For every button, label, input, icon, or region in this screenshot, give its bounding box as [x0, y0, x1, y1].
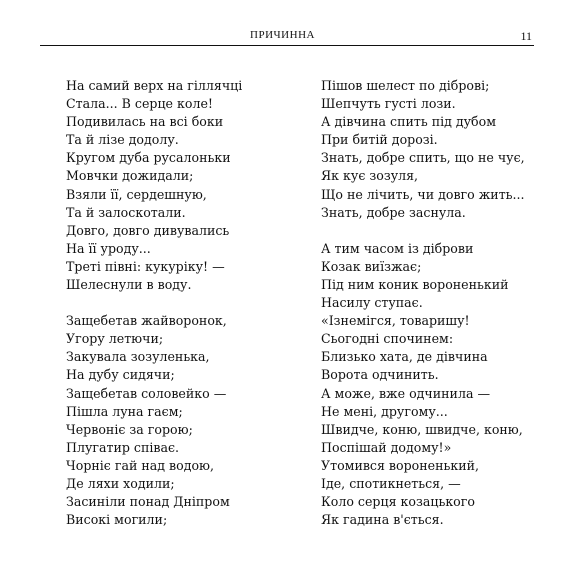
verse-line: На самий верх на гіллячці [66, 78, 243, 93]
verse-line: Стала... В серце коле! [66, 96, 213, 112]
verse-line: Сьогодні спочинем: [321, 331, 454, 347]
verse-line: Не мені, другому... [321, 403, 448, 419]
verse-line: Червоніє за горою; [66, 421, 193, 437]
verse-line: Як гадина в'ється. [321, 512, 444, 528]
verse-line: Плугатир співає. [66, 439, 180, 455]
verse-line: При битій дорозі. [321, 132, 438, 148]
stanza [321, 240, 541, 530]
verse-line: А дівчина спить під дубом [321, 114, 497, 130]
verse-line: Закувала зозуленька, [66, 349, 210, 365]
verse-line: А тим часом із діброви [321, 240, 474, 256]
verse-line: Чорніє гай над водою, [66, 457, 214, 473]
verse-line: Поспішай додому!» [321, 439, 452, 455]
running-header-title: ПРИЧИННА [250, 29, 315, 41]
verse-line: На її уроду... [66, 240, 151, 256]
verse-line: Та й лізе додолу. [66, 132, 179, 148]
verse-line: Під ним коник вороненький [321, 276, 509, 292]
verse-line: Що не лічить, чи довго жить... [321, 186, 525, 202]
verse-line: Ворота одчинить. [321, 367, 439, 383]
verse-line: На дубу сидячи; [66, 367, 175, 383]
verse-line: Шепчуть густі лози. [321, 96, 456, 112]
verse-line: Защебетав соловейко — [66, 385, 227, 401]
verse-line: Треті півні: кукуріку! — [66, 258, 225, 274]
verse-line: Мовчки дожидали; [66, 168, 194, 184]
verse-line: Близько хата, де дівчина [321, 349, 488, 365]
verse-line: Козак виїзжає; [321, 258, 422, 274]
verse-line: Як кує зозуля, [321, 168, 419, 184]
verse-line: Насилу ступає. [321, 295, 423, 311]
page-number: 11 [520, 29, 532, 43]
verse-line: Коло серця козацького [321, 494, 475, 510]
verse-line: Угору летючи; [66, 331, 164, 347]
verse-line: Взяли її, сердешную, [66, 186, 207, 202]
verse-line: Пішла луна гаєм; [66, 403, 183, 419]
verse-line: «Ізнемігся, товаришу! [321, 313, 470, 329]
verse-line: Подивилась на всі боки [66, 114, 224, 130]
verse-line: Високі могили; [66, 512, 168, 528]
verse-line: Швидче, коню, швидче, коню, [321, 421, 523, 437]
verse-line: Де ляхи ходили; [66, 475, 175, 491]
poem-column-right [321, 77, 541, 547]
verse-line: Іде, спотикнеться, — [321, 475, 461, 491]
verse-line: Та й залоскотали. [66, 204, 186, 220]
verse-line: Знать, добре спить, що не чує, [321, 150, 525, 166]
verse-line: Засиніли понад Дніпром [66, 494, 230, 510]
verse-line: Довго, довго дивувались [66, 222, 230, 238]
stanza [66, 312, 296, 529]
verse-line: Защебетав жайворонок, [66, 313, 227, 329]
verse-line: Пішов шелест по діброві; [321, 78, 490, 93]
verse-line: Кругом дуба русалоньки [66, 150, 231, 166]
stanza [321, 77, 541, 222]
poem-column-left [66, 77, 296, 547]
stanza [66, 77, 296, 294]
verse-line: А може, вже одчинила — [321, 385, 491, 401]
verse-line: Шелеснули в воду. [66, 277, 192, 293]
verse-line: Знать, добре заснула. [321, 204, 466, 220]
header-rule [40, 45, 534, 46]
verse-line: Утомився вороненький, [321, 457, 480, 473]
